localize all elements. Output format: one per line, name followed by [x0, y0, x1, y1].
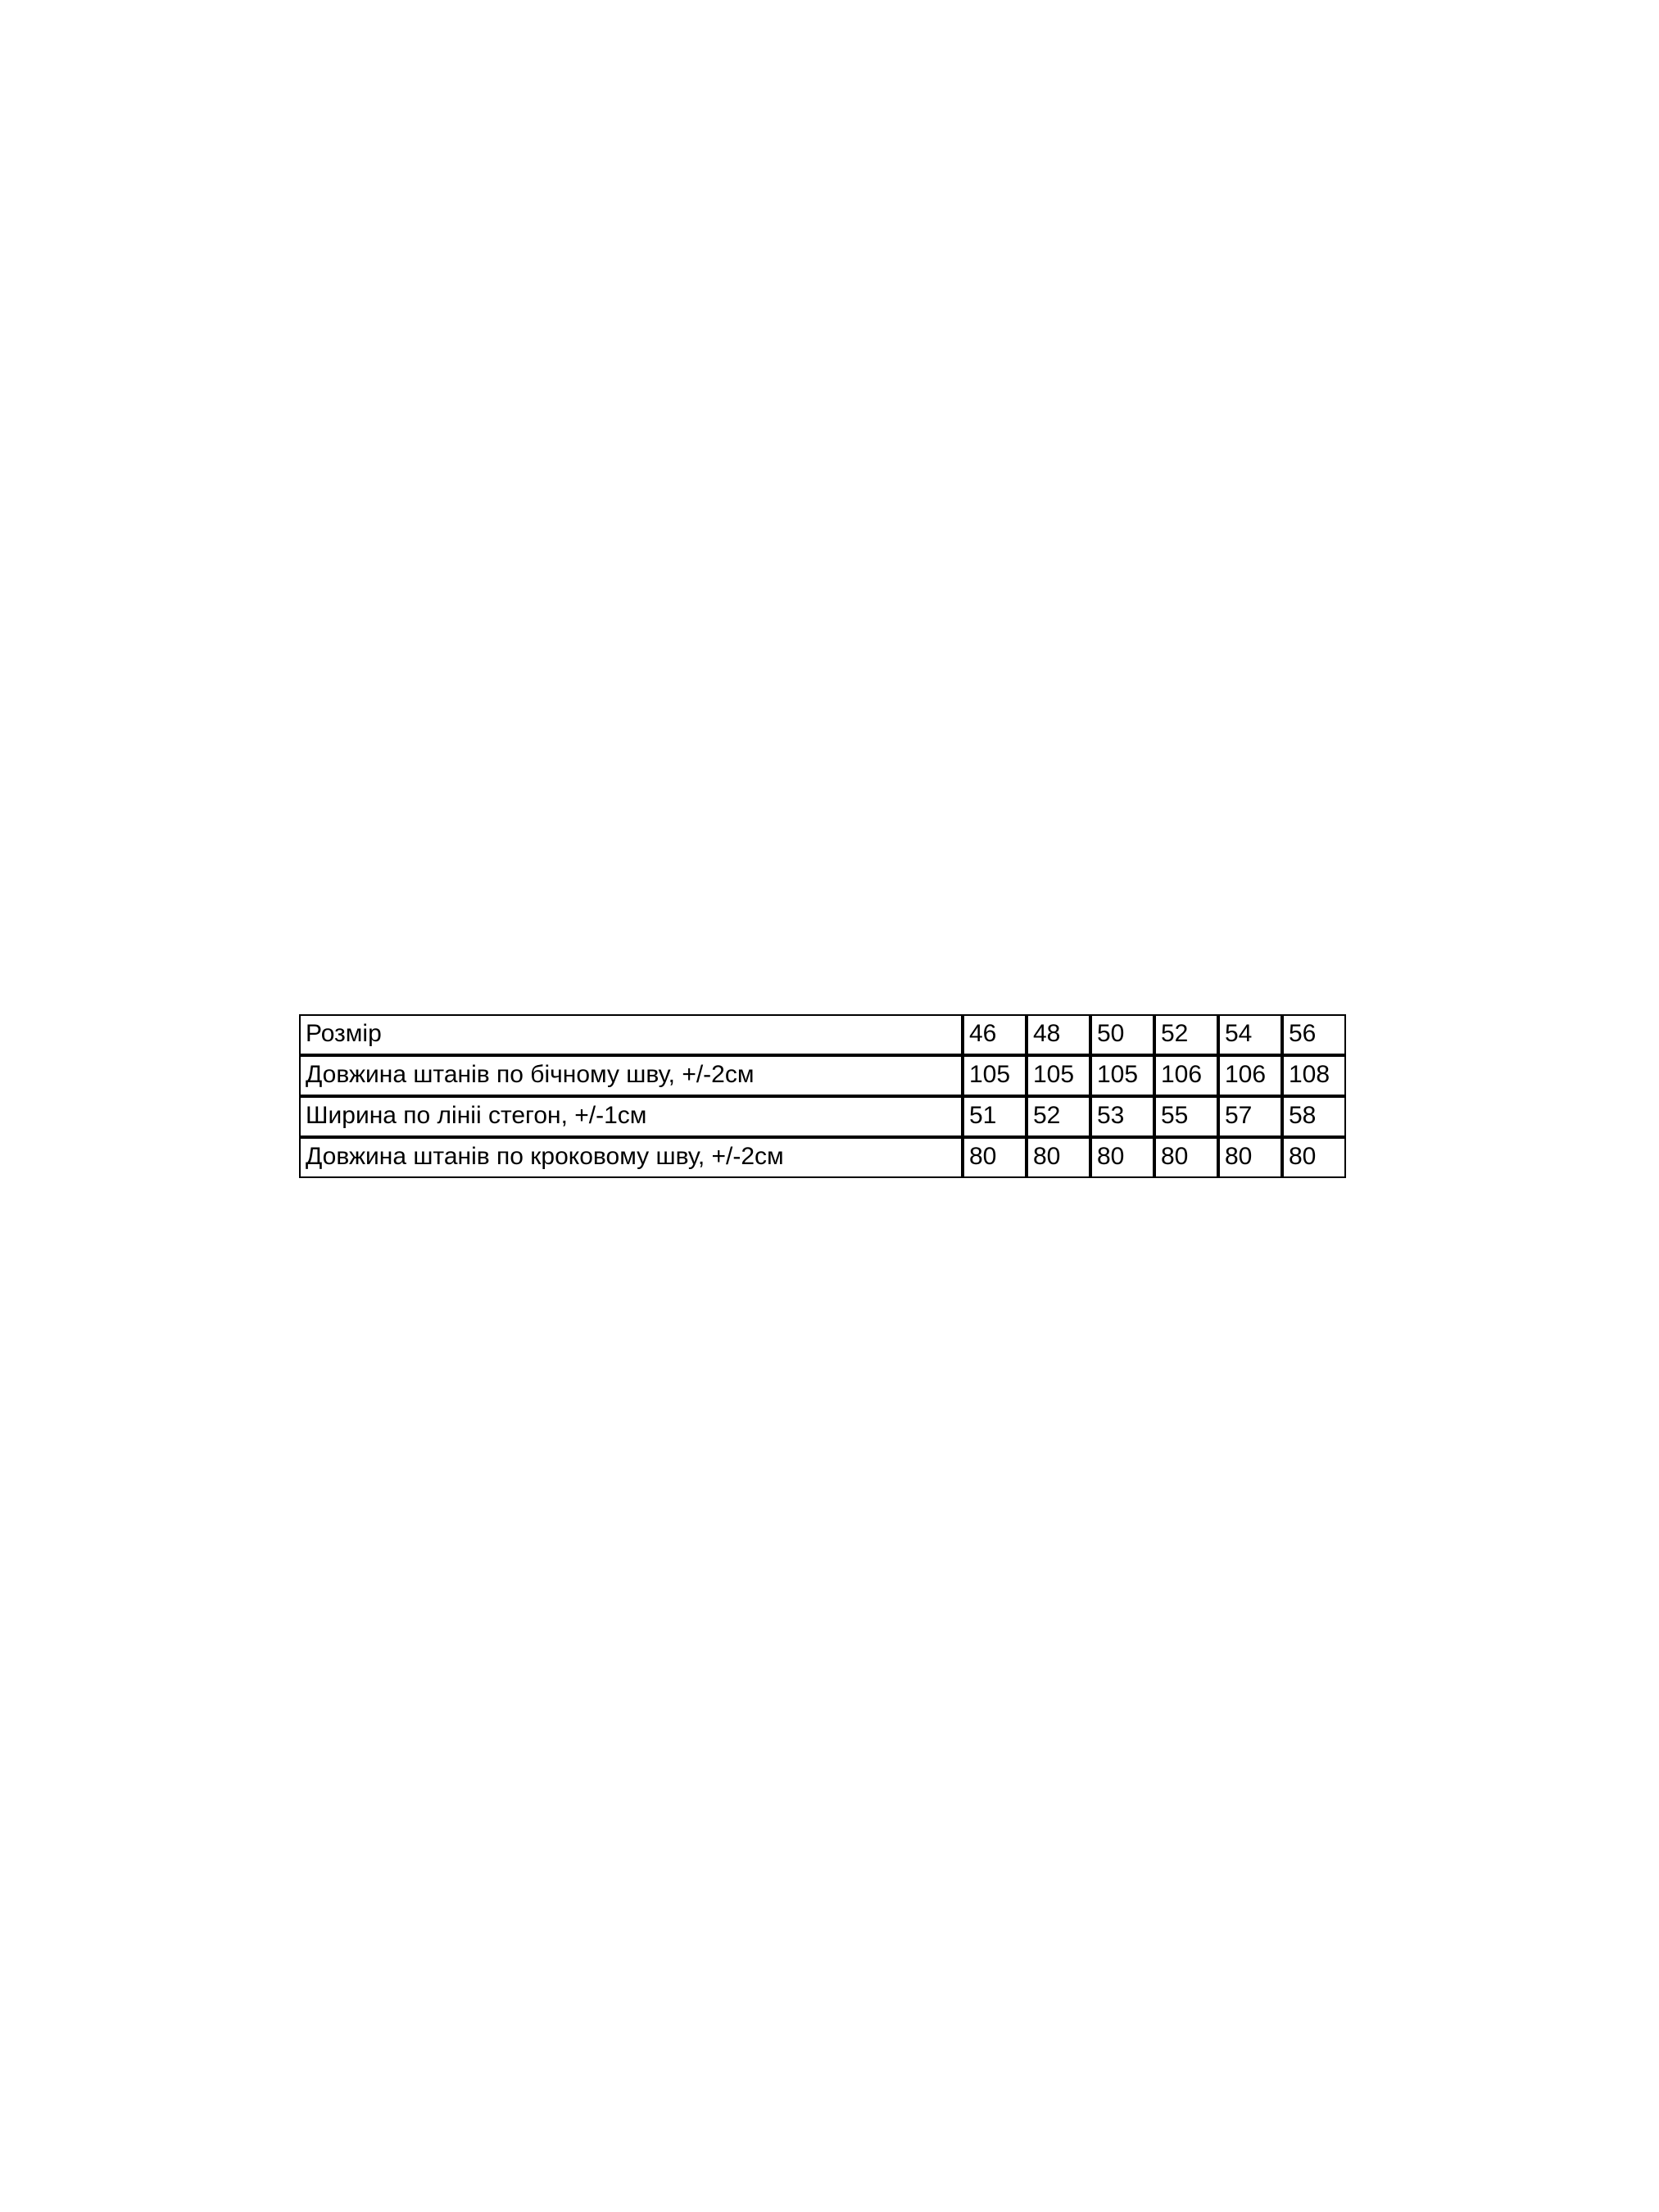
table-row [299, 1055, 1346, 1096]
row-value: 105 [963, 1055, 1027, 1096]
row-value: 105 [1027, 1055, 1090, 1096]
table-row [299, 1096, 1346, 1137]
row-value: 52 [1027, 1096, 1090, 1137]
row-value: 80 [1282, 1137, 1346, 1178]
row-value: 106 [1218, 1055, 1282, 1096]
row-value: 57 [1218, 1096, 1282, 1137]
size-chart-container [299, 1014, 1346, 1178]
row-value: 80 [1154, 1137, 1218, 1178]
row-value: 58 [1282, 1096, 1346, 1137]
row-value: 54 [1218, 1014, 1282, 1055]
table-row [299, 1014, 1346, 1055]
row-value: 50 [1090, 1014, 1154, 1055]
row-value: 80 [963, 1137, 1027, 1178]
row-value: 51 [963, 1096, 1027, 1137]
row-value: 53 [1090, 1096, 1154, 1137]
size-chart-table [299, 1014, 1346, 1178]
row-value: 80 [1027, 1137, 1090, 1178]
row-value: 105 [1090, 1055, 1154, 1096]
row-label: Розмір [299, 1014, 963, 1055]
row-value: 106 [1154, 1055, 1218, 1096]
row-label: Довжина штанів по кроковому шву, +/-2см [299, 1137, 963, 1178]
row-value: 48 [1027, 1014, 1090, 1055]
row-value: 46 [963, 1014, 1027, 1055]
row-value: 52 [1154, 1014, 1218, 1055]
row-value: 55 [1154, 1096, 1218, 1137]
row-label: Довжина штанів по бічному шву, +/-2см [299, 1055, 963, 1096]
row-value: 80 [1090, 1137, 1154, 1178]
table-row [299, 1137, 1346, 1178]
row-value: 108 [1282, 1055, 1346, 1096]
row-value: 80 [1218, 1137, 1282, 1178]
row-value: 56 [1282, 1014, 1346, 1055]
row-label: Ширина по лініі стегон, +/-1см [299, 1096, 963, 1137]
